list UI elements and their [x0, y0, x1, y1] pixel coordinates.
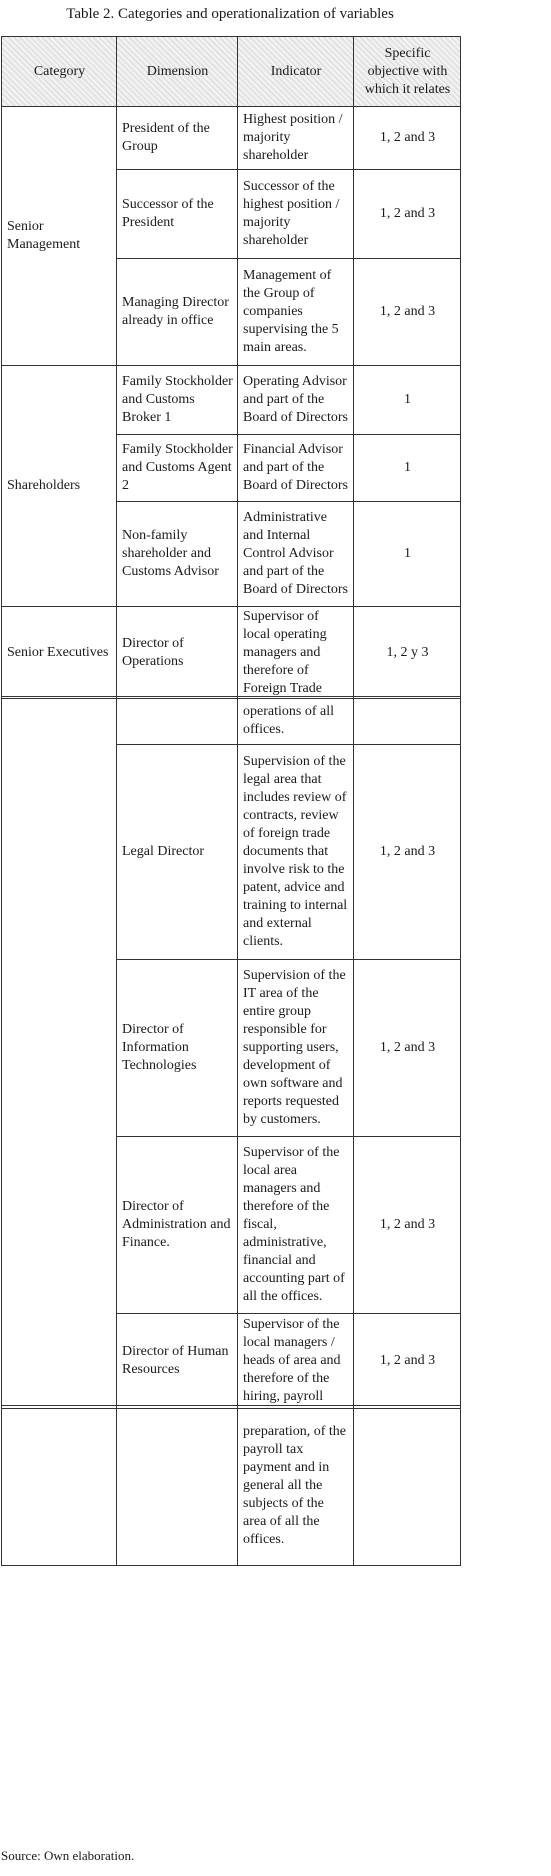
dimension-cell: Family Stockholder and Customs Agent 2 [117, 435, 238, 502]
table-row [2, 107, 461, 170]
objective-cell: 1, 2 and 3 [354, 960, 461, 1137]
category-cell [2, 1406, 117, 1566]
header-indicator: Indicator [238, 37, 354, 107]
indicator-cell: Financial Advisor and part of the Board of Directors [238, 435, 354, 502]
dimension-cell: Managing Director already in office [117, 259, 238, 366]
indicator-cell: preparation, of the payroll tax payment and in general all the subjects of the area of all the offices. [238, 1406, 354, 1566]
objective-cell: 1 [354, 366, 461, 435]
variables-table-final [1, 1405, 461, 1566]
indicator-cell: operations of all offices. [238, 697, 354, 745]
indicator-cell: Administrative and Internal Control Advisor and part of the Board of Directors [238, 502, 354, 607]
dimension-cell [117, 1406, 238, 1566]
indicator-cell: Successor of the highest position / majority shareholder [238, 170, 354, 259]
header-dimension: Dimension [117, 37, 238, 107]
table-caption: Table 2. Categories and operationalization of variables [66, 6, 394, 22]
objective-cell: 1, 2 and 3 [354, 107, 461, 170]
dimension-cell: President of the Group [117, 107, 238, 170]
header-category: Category [2, 37, 117, 107]
table-row [2, 366, 461, 435]
objective-cell [354, 697, 461, 745]
objective-cell [354, 1406, 461, 1566]
source-note: Source: Own elaboration. [1, 1848, 135, 1863]
dimension-cell: Director of Operations [117, 607, 238, 699]
variables-table-continued [1, 696, 461, 1409]
category-cell: Senior Management [2, 107, 117, 366]
indicator-cell: Supervisor of local operating managers and therefore of Foreign Trade [238, 607, 354, 699]
objective-cell: 1 [354, 502, 461, 607]
category-cell: Shareholders [2, 366, 117, 607]
category-cell: Senior Executives [2, 607, 117, 699]
objective-cell: 1 [354, 435, 461, 502]
dimension-cell: Director of Human Resources [117, 1314, 238, 1409]
objective-cell: 1, 2 and 3 [354, 259, 461, 366]
dimension-cell: Director of Administration and Finance. [117, 1137, 238, 1314]
header-objective: Specific objective with which it relates [354, 37, 461, 107]
objective-cell: 1, 2 y 3 [354, 607, 461, 699]
indicator-cell: Management of the Group of companies supervising the 5 main areas. [238, 259, 354, 366]
category-cell [2, 697, 117, 1409]
objective-cell: 1, 2 and 3 [354, 745, 461, 960]
objective-cell: 1, 2 and 3 [354, 1137, 461, 1314]
objective-cell: 1, 2 and 3 [354, 1314, 461, 1409]
variables-table [1, 36, 461, 699]
dimension-cell: Family Stockholder and Customs Broker 1 [117, 366, 238, 435]
indicator-cell: Highest position / majority shareholder [238, 107, 354, 170]
indicator-cell: Supervision of the legal area that includes review of contracts, review of foreign trade documents that involve risk to the patent, advice and training to internal and external clients. [238, 745, 354, 960]
indicator-cell: Supervisor of the local managers / heads of area and therefore of the hiring, payroll [238, 1314, 354, 1409]
table-row [2, 607, 461, 699]
dimension-cell: Director of Information Technologies [117, 960, 238, 1137]
dimension-cell [117, 697, 238, 745]
indicator-cell: Supervisor of the local area managers and therefore of the fiscal, administrative, financial and accounting part of all the offices. [238, 1137, 354, 1314]
dimension-cell: Successor of the President [117, 170, 238, 259]
indicator-cell: Operating Advisor and part of the Board of Directors [238, 366, 354, 435]
table-header-row [2, 37, 461, 107]
dimension-cell: Non-family shareholder and Customs Advisor [117, 502, 238, 607]
dimension-cell: Legal Director [117, 745, 238, 960]
indicator-cell: Supervision of the IT area of the entire group responsible for supporting users, development of own software and reports requested by customers. [238, 960, 354, 1137]
objective-cell: 1, 2 and 3 [354, 170, 461, 259]
table-row [2, 1406, 461, 1566]
table-row [2, 697, 461, 745]
